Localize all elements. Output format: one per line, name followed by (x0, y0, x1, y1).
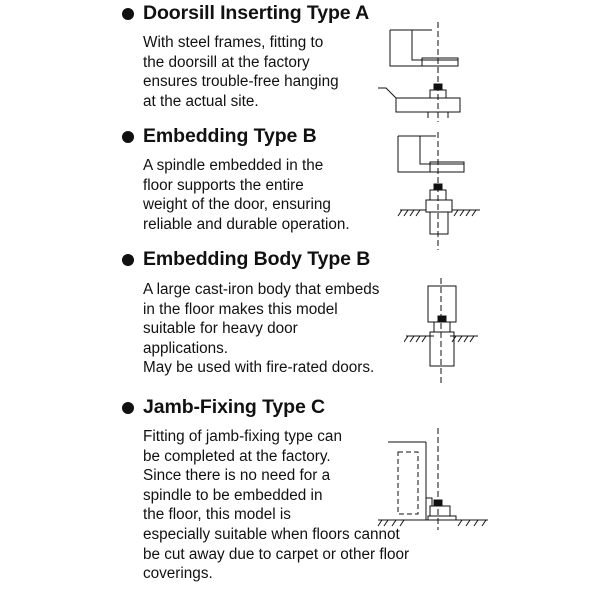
description-line: be completed at the factory. (143, 447, 331, 465)
section-heading: Embedding Type B (143, 125, 317, 147)
embedded-body-diagram-icon (404, 278, 480, 384)
description-line: ensures trouble-free hanging (143, 73, 339, 91)
bullet-icon (122, 8, 134, 20)
section-heading: Jamb-Fixing Type C (143, 396, 326, 418)
description-line: especially suitable when floors cannot (143, 525, 400, 543)
section-description (143, 280, 379, 378)
bullet-icon (122, 254, 134, 266)
doorsill-hinge-diagram-icon (372, 22, 472, 122)
jamb-fixing-diagram-icon (368, 428, 490, 530)
description-line: be cut away due to carpet or other floor (143, 545, 410, 563)
description-line: reliable and durable operation. (143, 215, 350, 233)
description-line: the floor, this model is (143, 506, 291, 524)
description-line: May be used with fire-rated doors. (143, 359, 375, 377)
description-line: coverings. (143, 565, 213, 583)
section-heading: Embedding Body Type B (143, 248, 371, 270)
description-line: spindle to be embedded in (143, 486, 323, 504)
description-line: Fitting of jamb-fixing type can (143, 428, 342, 445)
description-line: floor supports the entire (143, 176, 304, 194)
description-line: With steel frames, fitting to (143, 34, 324, 51)
description-line: in the floor makes this model (143, 300, 338, 318)
description-line: the doorsill at the factory (143, 53, 310, 71)
bullet-icon (122, 402, 134, 414)
description-line: applications. (143, 339, 229, 357)
description-line: weight of the door, ensuring (143, 196, 331, 214)
description-line: A spindle embedded in the (143, 157, 324, 174)
section-description (143, 156, 350, 234)
description-line: Since there is no need for a (143, 467, 331, 485)
embedded-spindle-diagram-icon (396, 132, 482, 250)
section-heading: Doorsill Inserting Type A (143, 2, 370, 24)
description-line: suitable for heavy door (143, 320, 298, 338)
bullet-icon (122, 131, 134, 143)
description-line: at the actual site. (143, 92, 259, 110)
section-description (143, 33, 339, 111)
description-line: A large cast-iron body that embeds (143, 281, 380, 298)
